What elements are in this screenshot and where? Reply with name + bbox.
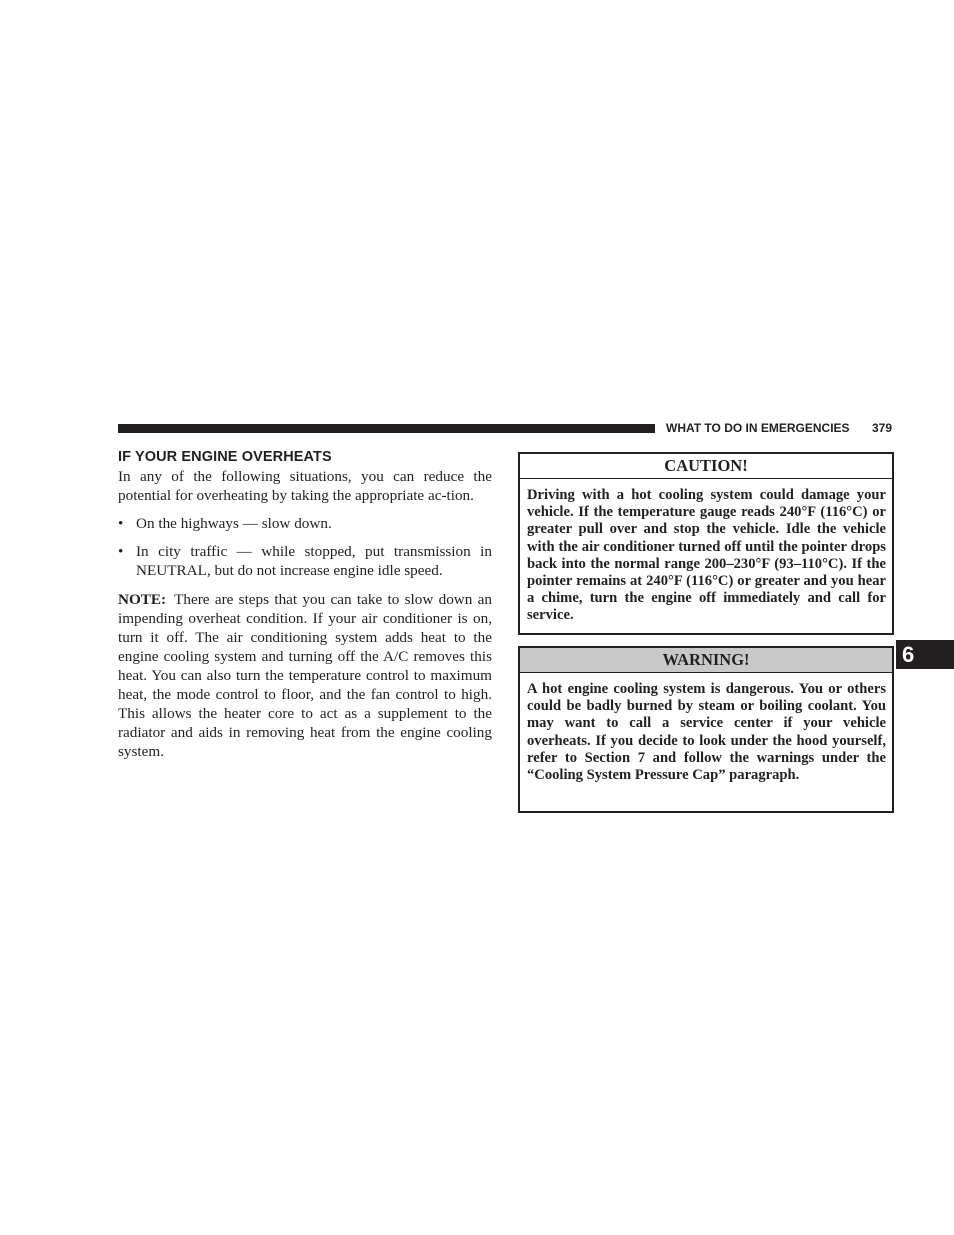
note-text: There are steps that you can take to slow down an impending overheat condition. If your air conditioner is on, turn it off. The air conditioning system adds heat to the engine cooling system and turning off the A/C removes this heat. You can also turn the temperature control to maximum heat, the mode control to floor, and the fan control to high. This allows the heater core to act as a supplement to the radiator and aids in removing heat from the engine cooling system. [118,591,492,760]
intro-paragraph: In any of the following situations, you can reduce the potential for overheating by taking the appropriate ac-tion. [118,468,492,504]
section-tab-number: 6 [902,642,915,667]
section-title: IF YOUR ENGINE OVERHEATS [118,449,332,465]
list-item [118,514,492,533]
left-column [118,448,492,761]
header-section-title: WHAT TO DO IN EMERGENCIES [666,421,850,435]
warning-title: WARNING! [520,648,892,673]
caution-title: CAUTION! [520,454,892,479]
header-rule [118,424,655,433]
caution-text: Driving with a hot cooling system could damage your vehicle. If the temperature gauge reads 240°F (116°C) or greater pull over and stop the vehicle. Idle the vehicle with the air conditioner turned off until the pointer drops back into the normal range 200–230°F (93–110°C). If the pointer remains at 240°F (116°C) or greater and you hear a chime, turn the engine off immediately and call for service. [527,487,886,624]
list-item-text: On the highways — slow down. [136,515,332,532]
tips-list [118,514,492,580]
bullet-icon: • [118,515,124,532]
note-label: NOTE: [118,591,167,608]
warning-text: A hot engine cooling system is dangerous. You or others could be badly burned by steam or boiling coolant. You may want to call a service center if your vehicle overheats. If you decide to look under the hood yourself, refer to Section 7 and follow the warnings under the “Cooling System Pressure Cap” paragraph. [527,681,886,784]
list-item [118,542,492,580]
running-header [666,420,892,436]
caution-box [518,452,894,635]
bullet-icon: • [118,543,124,560]
list-item-text: In city traffic — while stopped, put transmission in NEUTRAL, but do not increase engine idle speed. [136,543,492,579]
warning-box [518,646,894,813]
page-number: 379 [871,421,892,435]
note-paragraph [118,590,492,761]
section-tab [896,640,954,669]
